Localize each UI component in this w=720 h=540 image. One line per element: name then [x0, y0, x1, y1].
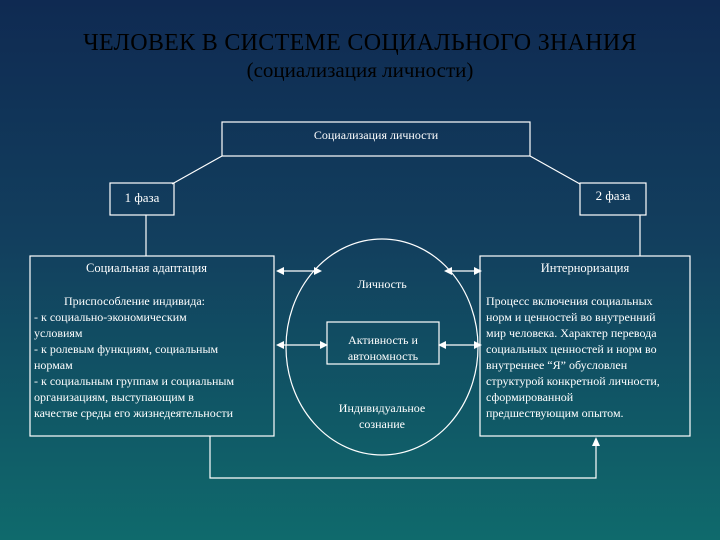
connector-top-left — [172, 156, 222, 184]
right-line: социальных ценностей и норм во — [486, 342, 657, 356]
activity-line: автономность — [347, 349, 419, 363]
right-line: структурой конкретной личности, — [486, 374, 660, 388]
arrowhead-left-mid-a — [276, 341, 284, 349]
page-title: ЧЕЛОВЕК В СИСТЕМЕ СОЦИАЛЬНОГО ЗНАНИЯ — [83, 30, 637, 56]
right-box-text — [486, 293, 660, 421]
right-line: мир человека. Характер перевода — [486, 326, 657, 340]
left-line: организациям, выступающим в — [34, 390, 194, 404]
activity-line: Активность и — [348, 333, 418, 347]
phase1-label: 1 фаза — [124, 190, 160, 205]
left-line: качестве среды его жизнедеятельности — [34, 406, 233, 420]
arrowhead-left-top-a — [276, 267, 284, 275]
consciousness-line: сознание — [359, 417, 405, 431]
right-line: Процесс включения социальных — [486, 294, 653, 308]
arrowhead-bottom-loop — [592, 437, 600, 446]
left-line: - к социальным группам и социальным — [34, 374, 235, 388]
right-line: предшествующим опытом. — [486, 406, 624, 420]
page-subtitle: (социализация личности) — [246, 58, 474, 82]
arrowhead-left-top-b — [314, 267, 322, 275]
top-box-label: Социализация личности — [313, 128, 439, 142]
left-line: условиям — [34, 326, 83, 340]
phase2-label: 2 фаза — [595, 188, 631, 203]
right-line: норм и ценностей во внутренний — [486, 310, 656, 324]
left-box-list — [34, 309, 234, 421]
right-line: внутреннее “Я” обусловлен — [486, 358, 628, 372]
consciousness-line: Индивидуальное — [338, 401, 426, 415]
bottom-loop — [210, 436, 596, 478]
activity-label — [327, 332, 439, 364]
left-line: нормам — [34, 358, 73, 372]
left-line: - к социально-экономическим — [34, 310, 187, 324]
connector-top-right — [530, 156, 580, 184]
center-title: Личность — [357, 277, 407, 291]
left-box-heading: Приспособление индивида: — [64, 294, 205, 308]
left-box-title: Социальная адаптация — [86, 261, 207, 275]
left-line: - к ролевым функциям, социальным — [34, 342, 219, 356]
consciousness-label — [318, 400, 446, 432]
right-box-title: Интерноризация — [540, 261, 630, 275]
right-line: сформированной — [486, 390, 574, 404]
